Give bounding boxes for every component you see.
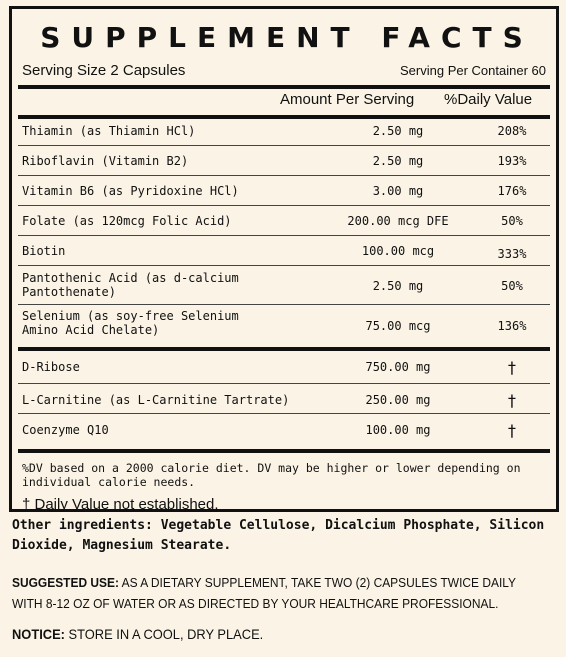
nutrient-dv: 50%	[501, 279, 523, 293]
nutrient-name: Biotin	[22, 244, 66, 258]
dagger-footnote: † Daily Value not established.	[22, 496, 219, 513]
row-divider	[18, 383, 550, 384]
ingredient-name: Coenzyme Q10	[22, 423, 109, 437]
suggested-use-label: SUGGESTED USE:	[12, 575, 119, 590]
ingredient-amount: 250.00 mg	[365, 393, 431, 407]
ingredient-name: D-Ribose	[22, 360, 80, 374]
nutrient-name: Thiamin (as Thiamin HCl)	[22, 124, 196, 138]
nutrient-name: Selenium (as soy-free Selenium Amino Acid Chelate)	[22, 309, 239, 337]
nutrient-amount: 100.00 mcg	[361, 244, 435, 258]
ingredient-name: L-Carnitine (as L-Carnitine Tartrate)	[22, 393, 290, 407]
nutrient-amount: 2.50 mg	[372, 154, 424, 168]
nutrient-name: Riboflavin (Vitamin B2)	[22, 154, 189, 168]
nutrient-dv: 193%	[497, 154, 527, 168]
divider-thick	[18, 347, 550, 351]
dagger-symbol: †	[507, 421, 517, 440]
row-divider	[18, 413, 550, 414]
divider-thick	[18, 449, 550, 453]
nutrient-dv: 333%	[497, 247, 527, 261]
nutrient-name: Folate (as 120mcg Folic Acid)	[22, 214, 232, 228]
daily-value-header: %Daily Value	[444, 91, 533, 108]
nutrient-name: Vitamin B6 (as Pyridoxine HCl)	[22, 184, 239, 198]
nutrient-amount: 75.00 mcg	[365, 319, 431, 333]
notice-text: STORE IN A COOL, DRY PLACE.	[68, 626, 264, 642]
suggested-use-text: AS A DIETARY SUPPLEMENT, TAKE TWO (2) CAPSULES TWICE DAILY WITH 8-12 OZ OF WATER OR AS DIRECTED BY YOUR HEALTHCARE PROFESSIONAL.	[12, 575, 516, 611]
serving-info	[22, 62, 546, 79]
nutrient-amount: 2.50 mg	[372, 124, 424, 138]
nutrient-amount: 200.00 mcg DFE	[347, 214, 449, 228]
divider-thick	[18, 85, 550, 89]
notice	[12, 626, 263, 642]
row-divider	[18, 235, 550, 236]
amount-per-serving-header: Amount Per Serving	[280, 91, 415, 108]
nutrient-dv: 136%	[497, 319, 527, 333]
nutrient-dv: 50%	[501, 214, 523, 228]
panel-title: SUPPLEMENT FACTS	[40, 21, 534, 54]
dagger-symbol: †	[507, 391, 517, 410]
supplement-facts-panel	[9, 6, 559, 512]
notice-label: NOTICE:	[12, 626, 65, 642]
other-ingredients: Other ingredients: Vegetable Cellulose, Dicalcium Phosphate, Silicon Dioxide, Magnesium Stearate.	[12, 518, 545, 553]
nutrient-amount: 2.50 mg	[372, 279, 424, 293]
nutrient-dv: 208%	[497, 124, 527, 138]
suggested-use	[12, 572, 516, 614]
row-divider	[18, 265, 550, 266]
daily-value-footnote: %DV based on a 2000 calorie diet. DV may be higher or lower depending on individual calorie needs.	[22, 461, 521, 489]
serving-size: Serving Size 2 Capsules	[22, 62, 186, 79]
row-divider	[18, 304, 550, 305]
nutrient-dv: 176%	[497, 184, 527, 198]
ingredient-amount: 100.00 mg	[365, 423, 431, 437]
nutrient-amount: 3.00 mg	[372, 184, 424, 198]
ingredient-amount: 750.00 mg	[365, 360, 431, 374]
row-divider	[18, 175, 550, 176]
nutrient-name: Pantothenic Acid (as d-calcium Pantothenate)	[22, 271, 239, 299]
dagger-symbol: †	[507, 358, 517, 377]
divider-thick	[18, 115, 550, 119]
row-divider	[18, 145, 550, 146]
servings-per-container: Serving Per Container 60	[400, 63, 546, 78]
row-divider	[18, 205, 550, 206]
